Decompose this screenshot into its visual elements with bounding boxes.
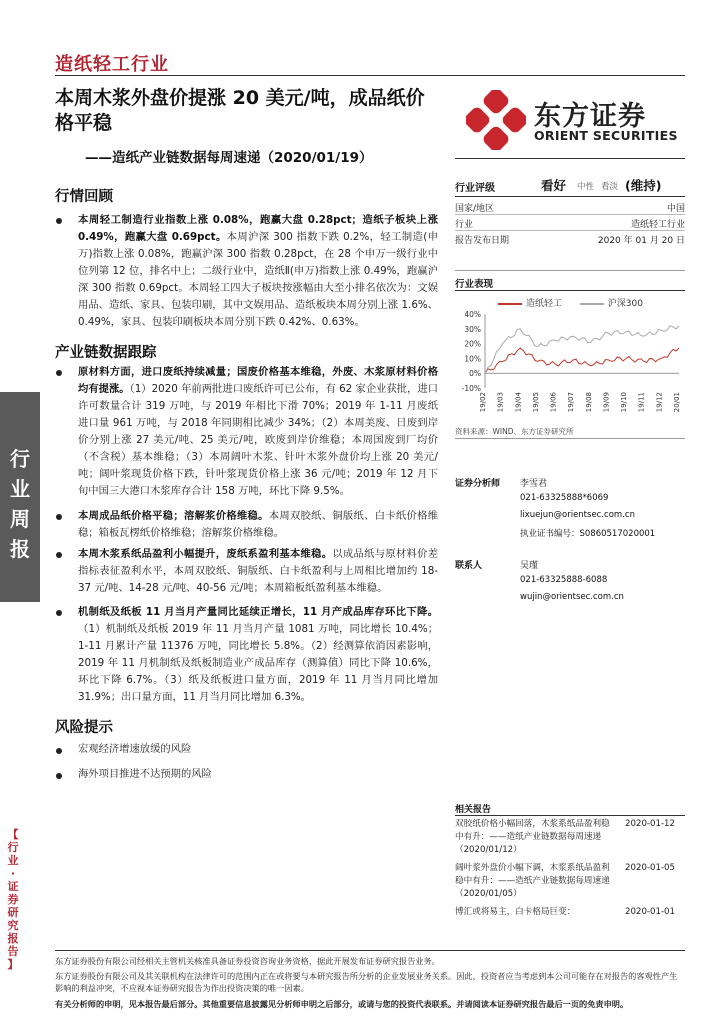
y-tick-label: -10% <box>461 384 481 393</box>
side-vertical-char: 研 <box>7 906 19 919</box>
logo-divider <box>455 158 685 159</box>
x-tick-label: 19/06 <box>549 392 558 413</box>
risk-item: 宏观经济增速放缓的风险 <box>78 743 192 755</box>
analyst-license: 执业证书编号：S0860517020001 <box>520 529 656 539</box>
footer-line-1: 东方证券股份有限公司经相关主管机关核准具备证券投资咨询业务资格，据此开展发布证券研究报告业务。 <box>55 956 440 966</box>
info-key: 国家/地区 <box>455 204 495 214</box>
chain-item-raw-materials <box>78 364 438 500</box>
footer-line-3: 有关分析师的申明，见本报告最后部分。其他重要信息披露见分析师申明之后部分，或请与您的投资代表联系。并请阅读本证券研究报告最后一页的免责申明。 <box>55 999 629 1009</box>
related-report-title[interactable]: 博汇或将易主，白卡格局巨变： <box>455 907 576 917</box>
side-vertical-char: 【 <box>7 828 19 841</box>
contact-phone: 021-63325888-6088 <box>520 575 608 585</box>
chart-title: 行业表现 <box>455 279 494 290</box>
contact-label: 联系人 <box>455 561 483 571</box>
chart-source: 资料来源：WIND、东方证券研究所 <box>455 427 574 436</box>
y-tick-label: 10% <box>464 354 481 364</box>
chain-item-bold: 原材料方面，进口废纸持续减量；国废价格基本维稳，外废、木浆原材料价格均有提涨。 <box>78 366 438 395</box>
sub-title: ——造纸产业链数据每周速递（2020/01/19） <box>85 150 373 166</box>
x-tick-label: 19/07 <box>567 392 576 413</box>
row-divider <box>455 230 685 231</box>
analyst-name: 李雪君 <box>520 479 548 489</box>
legend-label-index: 沪深300 <box>607 299 643 309</box>
x-tick-label: 19/02 <box>479 392 487 413</box>
footer-divider <box>55 950 685 951</box>
rating-neutral: 中性 <box>577 182 595 192</box>
legend-swatch-index <box>580 303 604 305</box>
logo-en-text: ORIENT SECURITIES <box>534 128 678 143</box>
rating-value: 看好 <box>541 178 567 193</box>
rating-row <box>455 176 685 194</box>
side-tab-weekly-report <box>0 392 40 602</box>
info-value: 造纸轻工行业 <box>630 220 685 230</box>
info-key: 行业 <box>455 220 474 230</box>
side-vertical-char: 券 <box>7 893 19 906</box>
chain-item-text: （1）2020 年前两批进口废纸许可已公布，有 62 家企业获批，进口许可数量合计 319 万吨，与 2019 年相比下滑 70%；2019 年 1-11 月废纸进口量 961 万吨，与 2018 年同期相比减少 34%；（2）本周美废、日废到岸价分别上涨 27 美元/吨、25 美元/吨，欧废到岸价维稳；本周国废到厂均价（不含税）基本维稳；（3）本周阔叶木浆、针叶木浆外盘价均上涨 20 美元/吨；阔叶浆现货价格下跌，针叶浆现货价格上涨 36 元/吨；2019 年 12 月下旬中国三大港口木浆库存合计 158 万吨，环比下降 9.5%。 <box>78 383 439 497</box>
chain-item-production <box>78 604 438 706</box>
rating-divider <box>455 196 685 197</box>
chain-item-text: （1）机制纸及纸板 2019 年 11 月当月产量 1081 万吨，同比增长 10.4%；1-11 月累计产量 11376 万吨，同比增长 5.8%。（2）经测算依消因素影响，2019 年 11 月机制纸及纸板制造业产成品库存（测算值）同比下降 10.6%，环比下降 6.7%。（3）纸及纸板进口量方面，2019 年 11 月当月同比增加 31.9%；出口量方面，11 月当月同比增加 6.3%。 <box>78 623 438 703</box>
side-vertical-char: 告 <box>7 945 19 958</box>
related-report-item[interactable] <box>455 862 685 901</box>
performance-chart <box>455 308 685 418</box>
x-tick-label: 19/11 <box>637 392 646 413</box>
bullet-icon <box>56 552 64 560</box>
related-report-title[interactable]: 阔叶浆外盘价小幅下调，木浆系纸品盈利稳中有升：——造纸产业链数据每周速递（2020/01/05） <box>455 863 610 899</box>
bullet-icon <box>56 773 64 781</box>
info-value: 2020 年 01 月 20 日 <box>597 236 685 246</box>
risk-item: 海外项目推进不达预期的风险 <box>78 768 212 780</box>
heading-chain-tracking: 产业链数据跟踪 <box>55 345 157 361</box>
contact-email[interactable]: wujin@orientsec.com.cn <box>520 592 624 602</box>
related-report-item[interactable] <box>455 818 685 857</box>
chain-item-bold: 本周木浆系纸品盈利小幅提升，废纸系盈利基本维稳。 <box>78 548 333 560</box>
related-report-date: 2020-01-05 <box>625 863 675 873</box>
heading-market-review: 行情回顾 <box>55 189 113 205</box>
x-tick-label: 19/05 <box>531 392 540 413</box>
info-row-date <box>455 233 685 248</box>
side-tab-char: 业 <box>10 477 30 501</box>
side-tab-char: 报 <box>10 537 30 561</box>
chain-item-text: 以成品纸与原材料价差指标表征盈利水平，本周双胶纸、铜版纸、白卡纸盈利与上周相比增加约 18-37 元/吨、14-28 元/吨、40-56 元/吨；本周箱板纸盈利基本维稳。 <box>78 548 439 594</box>
rating-label: 行业评级 <box>455 183 495 194</box>
y-tick-label: 40% <box>464 310 481 319</box>
related-report-item[interactable] <box>455 906 685 919</box>
bullet-icon <box>56 218 64 226</box>
related-heading: 相关报告 <box>455 805 492 815</box>
x-tick-label: 20/01 <box>673 392 681 413</box>
chain-item-text: 本周双胶纸、铜版纸、白卡纸价格维稳；箱板瓦楞纸价格维稳；溶解浆价格维稳。 <box>78 510 439 539</box>
logo-mark-icon <box>466 90 526 150</box>
series-line-index <box>485 326 679 373</box>
chain-item-finished-paper <box>78 508 438 542</box>
info-value: 中国 <box>666 204 685 214</box>
chain-item-bold: 机制纸及纸板 11 月当月产量同比延续正增长，11 月产成品库存环比下降。 <box>78 606 438 618</box>
rating-bearish: 看淡 <box>601 182 619 192</box>
logo-cn-text: 东方证券 <box>534 101 646 132</box>
market-review-paragraph <box>78 212 438 331</box>
related-report-date: 2020-01-12 <box>625 819 675 829</box>
side-vertical-char: 】 <box>7 958 19 971</box>
legend-swatch-industry <box>498 303 522 305</box>
rating-maintain: (维持) <box>625 178 662 193</box>
industry-title: 造纸轻工行业 <box>55 54 169 75</box>
y-tick-label: 30% <box>464 324 481 334</box>
x-tick-label: 19/03 <box>496 392 505 413</box>
analyst-label: 证券分析师 <box>455 479 501 489</box>
main-title: 本周木浆外盘价提涨 20 美元/吨，成品纸价格平稳 <box>55 87 425 134</box>
legend-label-industry: 造纸轻工 <box>526 299 563 309</box>
bullet-icon <box>56 514 64 522</box>
side-vertical-char: 究 <box>7 919 19 932</box>
heading-risk: 风险提示 <box>55 720 113 736</box>
analyst-phone: 021-63325888*6069 <box>520 493 609 503</box>
chain-item-bold: 本周成品纸价格平稳；溶解浆价格维稳。 <box>78 510 269 522</box>
market-review-bold: 本周轻工制造行业指数上涨 0.08%，跑赢大盘 0.28pct；造纸子板块上涨 0.49%，跑赢大盘 0.69pct。 <box>78 214 438 243</box>
side-vertical-char: 证 <box>7 880 19 893</box>
side-vertical-char: · <box>10 867 16 880</box>
market-review-text: 本周沪深 300 指数下跌 0.2%，轻工制造(申万)指数上涨 0.08%，跑赢沪深 300 指数 0.28pct，在 28 个申万一级行业中位列第 12 位，排名中上；二级行业中，造纸Ⅱ(申万)指数上涨 0.49%，跑赢沪深 300 指数 0.69pct。本周轻工四大子板块按涨幅由大至小排名依次为：文娱用品、造纸、家具、包装印刷，其中文娱用品、造纸板块本周分别上涨 1.6%、0.49%，家具、包装印刷板块本周分别下跌 0.42%、0.63%。 <box>78 231 438 328</box>
header-divider <box>55 75 685 76</box>
bullet-icon <box>56 748 64 756</box>
chart-title-divider <box>455 290 685 291</box>
side-tab-char: 行 <box>10 447 30 471</box>
chart-bottom-divider <box>455 438 685 439</box>
side-vertical-label <box>6 828 20 971</box>
chart-top-divider <box>455 270 685 271</box>
x-tick-label: 19/10 <box>620 392 629 413</box>
row-divider <box>455 214 685 215</box>
series-line-industry <box>485 348 679 373</box>
chain-item-profit <box>78 546 438 597</box>
x-tick-label: 19/08 <box>584 392 593 413</box>
x-tick-label: 19/09 <box>602 392 611 413</box>
analyst-email[interactable]: lixuejun@orientsec.com.cn <box>520 510 635 520</box>
contact-name: 吴瑾 <box>520 561 539 571</box>
side-vertical-char: 报 <box>7 932 19 945</box>
y-tick-label: 0% <box>469 369 481 379</box>
related-report-date: 2020-01-01 <box>625 907 675 917</box>
side-tab-char: 周 <box>10 507 30 531</box>
bullet-icon <box>56 610 64 618</box>
bullet-icon <box>56 370 64 378</box>
side-vertical-char: 行 <box>7 841 19 854</box>
x-tick-label: 19/12 <box>655 392 664 413</box>
y-tick-label: 20% <box>464 339 481 349</box>
x-tick-label: 19/04 <box>514 392 523 413</box>
orient-securities-logo <box>464 92 684 148</box>
side-vertical-char: 业 <box>7 854 19 867</box>
related-report-title[interactable]: 双胶纸价格小幅回落，木浆系纸品盈利稳中有升：——造纸产业链数据每周速递（2020/01/12） <box>455 819 610 855</box>
footer-line-2: 东方证券股份有限公司及其关联机构在法律许可的范围内正在或将要与本研究报告所分析的企业发展业务关系。因此，投资者应当考虑到本公司可能存在对报告的客观性产生影响的利益冲突，不应视本证券研究报告为作出投资决策的唯一因素。 <box>55 971 678 993</box>
related-divider <box>455 815 685 816</box>
info-key: 报告发布日期 <box>455 236 510 246</box>
